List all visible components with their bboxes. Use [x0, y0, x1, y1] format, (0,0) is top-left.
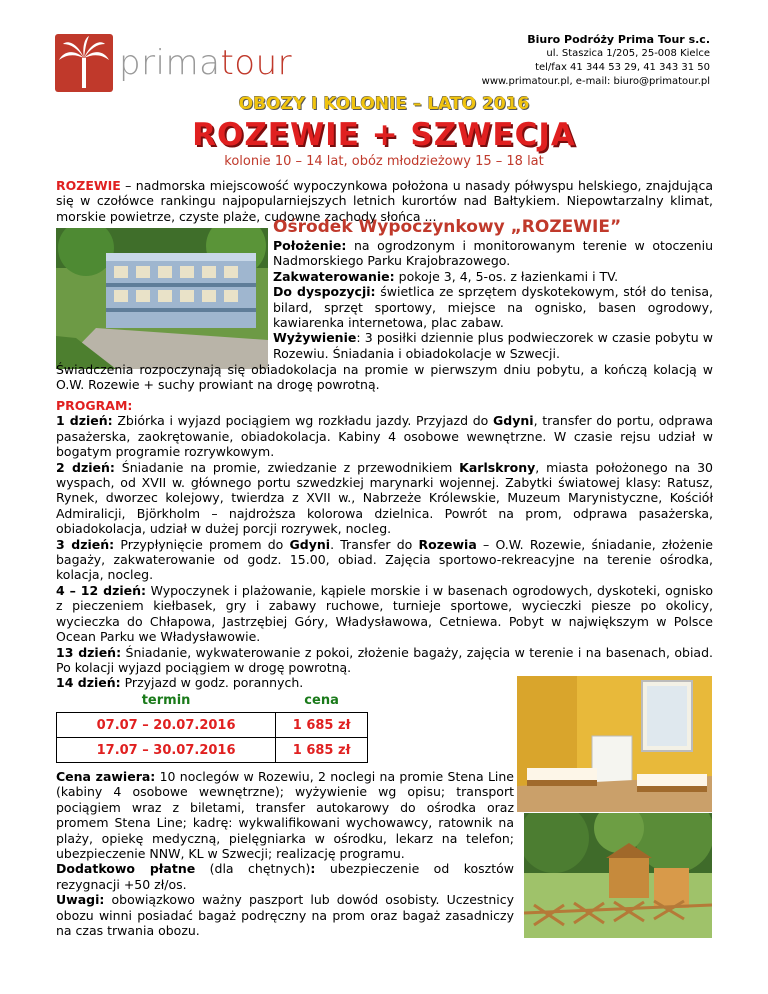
logo-wordmark [119, 43, 292, 83]
table-row [57, 738, 368, 763]
extra-paid-text: ubezpieczenie od kosztów rezygnacji +50 zł/os. [56, 861, 514, 892]
intro-text: – nadmorska miejscowość wypoczynkowa położona u nasady półwyspu helskiego, znajdująca się w czołówce rankingu najpopularniejszych letnich kurortów nad Bałtykiem. Niepowtarzalny klimat, morskie powietrze, czyste plaże, cudowne zachody słońca ... [56, 178, 713, 224]
program-section [56, 398, 713, 691]
column-header-cena: cena [304, 692, 339, 708]
day1-label: 1 dzień: [56, 413, 113, 429]
room-interior-photo [517, 676, 712, 812]
page-subtitle: OBOZY I KOLONIE – LATO 2016 [238, 94, 530, 114]
table-header [57, 688, 368, 713]
day1-text-b: , transfer do portu, odprawa pasażerska, zaokrętowanie, obiadokolacja. Kabiny 4 osobowe wewnętrzne. W czasie rejsu udział w bogatym programie rozrywkowym. [56, 413, 713, 460]
day1-text-a: Zbiórka i wyjazd pociągiem wg rozkładu jazdy. Przyjazd do [112, 413, 494, 429]
column-header-termin: termin [141, 692, 191, 708]
table-cell-termin: 17.07 – 30.07.2016 [57, 738, 276, 763]
facilities-label: Do dyspozycji: [273, 284, 376, 300]
day14-label: 14 dzień: [56, 675, 121, 691]
table-row [57, 713, 368, 738]
day3-label: 3 dzień: [56, 536, 115, 552]
company-name: Biuro Podróży Prima Tour s.c. [527, 33, 710, 46]
day2-city: Karlskrony [459, 459, 536, 475]
price-includes-text: 10 noclegów w Rozewiu, 2 noclegi na promie Stena Line (kabiny 4 osobowe wewnętrzne); wyżywienie wg opisu; transport pociągiem wraz z biletami, transfer autokarowy do ośrodka oraz promem Stena Line; kadrę: wykwalifikowani wychowawcy, ratownik na plaży, opiekę medyczną, pielęgniarka w ośrodku, lekarz na telefon; ubezpieczenie NNW, KL w Szwecji; realizację programu. [56, 769, 514, 862]
day2-label: 2 dzień: [56, 459, 115, 475]
day2-text-b: , miasta położonego na 30 wyspach, od XVII w. głównego portu szwedzkiej marynarki wojennej. Zabytki światowej klasy: Ratusz, Rynek, dworzec kolejowy, twierdza z XVII w., Nabrzeże Królewskie, Muzeum Marynistyczne, Kościół Admiralicji, Björkholm – najdroższa kolorowa dzielnica. Powrót na prom, odprawa pasażerska, obiadokolacja, udział w dużej porcji rozrywek, nocleg. [56, 459, 713, 537]
company-phone: tel/fax 41 344 53 29, 41 343 31 50 [535, 62, 710, 73]
resort-title: Ośrodek Wypoczynkowy „ROZEWIE” [273, 217, 622, 237]
primatour-logo [55, 34, 292, 92]
day4-12-label: 4 – 12 dzień: [56, 582, 147, 598]
day3-text-b: . Transfer do [330, 536, 419, 552]
notes-text: obowiązkowo ważny paszport lub dowód osobisty. Uczestnicy obozu winni posiadać bagaż podręczny na prom oraz bagaż zasadniczy na czas trwania obozu. [56, 892, 514, 939]
day3-text-a: Przypłynięcie promem do [114, 536, 290, 552]
contact-block [482, 33, 710, 89]
price-includes-label: Cena zawiera: [56, 769, 156, 784]
program-label: PROGRAM: [56, 398, 133, 413]
accommodation-text: pokoje 3, 4, 5-os. z łazienkami i TV. [394, 268, 619, 284]
price-details [56, 769, 514, 938]
extra-paid-label: Dodatkowo płatne [56, 861, 196, 877]
location-label: Położenie: [273, 238, 347, 253]
logo-tour: tour [220, 43, 293, 83]
day4-12-text: Wypoczynek i plażowanie, kąpiele morskie i w basenach ogrodowych, dyskoteki, ognisko z pieczeniem kiełbasek, gry i zabawy ruchowe, turnieje sportowe, wycieczki piesze po okolicy, wycieczka do Chłapowa, Jastrzębiej Góry, Władysławowa, Cetniewa. Pobyt w największym w Polsce Ocean Parku we Władysławowie. [56, 582, 714, 645]
meals-label: Wyżywienie [273, 330, 357, 346]
table-cell-termin: 07.07 – 20.07.2016 [57, 713, 276, 738]
day14-text: Przyjazd w godz. porannych. [120, 675, 304, 691]
day3-city2: Rozewia [418, 536, 477, 552]
location-text: na ogrodzonym i monitorowanym terenie w otoczeniu Nadmorskiego Parku Krajobrazowego. [273, 238, 713, 269]
extra-paid-note: (dla chętnych) [195, 861, 311, 877]
intro-place: ROZEWIE [56, 178, 121, 193]
company-web: www.primatour.pl, e-mail: biuro@primatour.pl [481, 76, 710, 87]
day3-city: Gdyni [289, 536, 331, 552]
day3-text-c: – O.W. Rozewie, śniadanie, złożenie bagaży, zakwaterowanie od godz. 15.00, obiad. Zajęcia sportowo-rekreacyjne na terenie ośrodka, kolacja, nocleg. [56, 536, 714, 583]
resort-building-photo [56, 228, 268, 369]
notes-label: Uwagi: [56, 892, 105, 908]
day2-text-a: Śniadanie na promie, zwiedzanie z przewodnikiem [114, 459, 460, 475]
price-table [56, 688, 368, 763]
meals-text: : 3 posiłki dziennie plus podwieczorek w czasie pobytu w Rozewiu. Śniadania i obiadokolacje w Szwecji. [273, 330, 713, 361]
day13-label: 13 dzień: [56, 644, 122, 660]
resort-description [273, 238, 713, 361]
table-cell-cena: 1 685 zł [276, 738, 368, 763]
extra-paid-colon: : [310, 861, 316, 877]
page-title: ROZEWIE + SZWECJA [192, 117, 576, 153]
logo-prima: prima [119, 43, 221, 83]
palm-logo-icon [55, 34, 113, 92]
accommodation-label: Zakwaterowanie: [273, 268, 395, 284]
day1-city: Gdyni [493, 413, 534, 429]
meals-continuation: Świadczenia rozpoczynają się obiadokolacja na promie w pierwszym dniu pobytu, a kończą kolacją w O.W. Rozewie + suchy prowiant na drogę powrotną. [56, 362, 713, 393]
day13-text: Śniadanie, wykwaterowanie z pokoi, złożenie bagaży, zajęcia w terenie i na basenach, obiad. Po kolacji wyjazd pociągiem w drogę powrotną. [56, 644, 713, 675]
company-address: ul. Staszica 1/205, 25-008 Kielce [546, 48, 710, 59]
table-cell-cena: 1 685 zł [276, 713, 368, 738]
playground-photo [524, 813, 712, 938]
age-info: kolonie 10 – 14 lat, obóz młodzieżowy 15 – 18 lat [224, 154, 544, 169]
facilities-text: świetlica ze sprzętem dyskotekowym, stół do tenisa, bilard, sprzęt sportowy, miejsce na ognisko, basen ogrodowy, kawiarenka internetowa, plac zabaw. [273, 284, 713, 331]
